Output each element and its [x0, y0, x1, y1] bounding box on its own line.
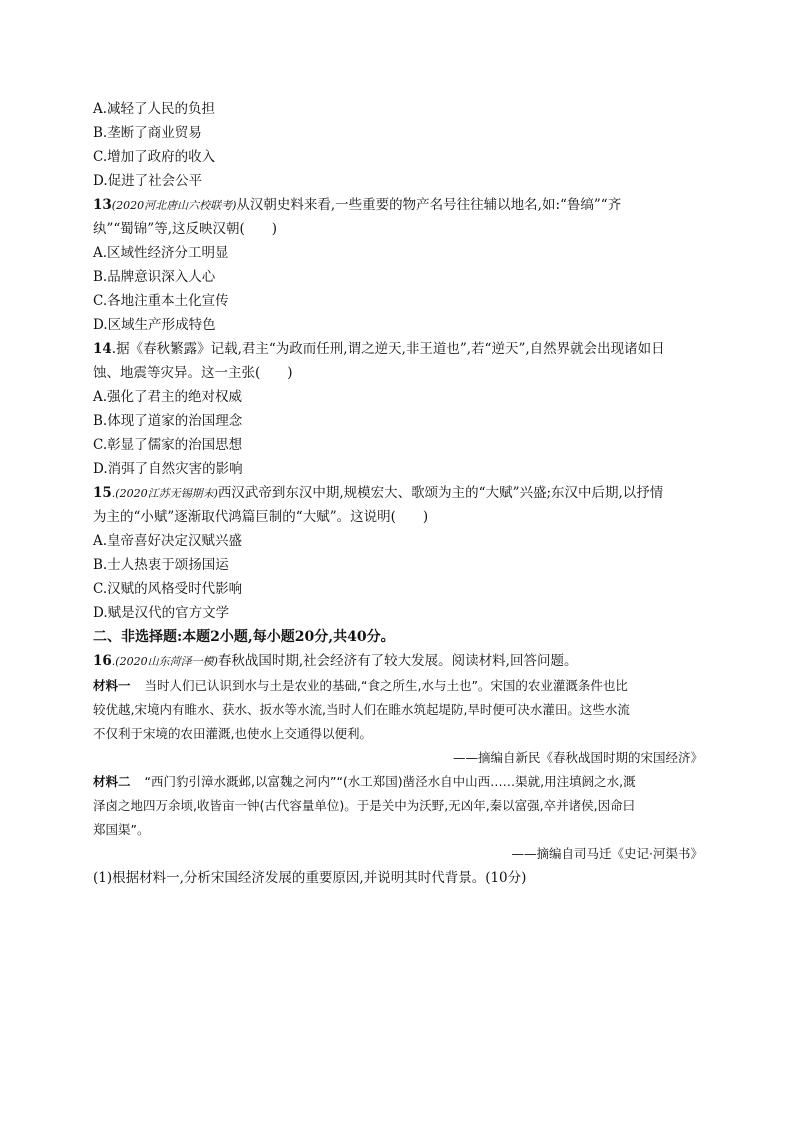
q15-option-b: B.士人热衷于颂扬国运 — [93, 557, 229, 573]
q13-option-a: A.区域性经济分工明显 — [93, 245, 229, 261]
q12-option-b: B.垄断了商业贸易 — [93, 125, 202, 141]
q16-sub1: (1)根据材料一,分析宋国经济发展的重要原因,并说明其时代背景。(10分) — [93, 870, 527, 886]
material1-citation: ——摘编自新民《春秋战国时期的宋国经济》 — [452, 750, 703, 765]
material1-line3: 不仅利于宋境的农田灌溉,也使水上交通得以便利。 — [93, 726, 372, 741]
q15-stem-line1 — [93, 483, 703, 504]
q14-option-a: A.强化了君主的绝对权威 — [93, 389, 243, 405]
q14-stem-line2: 蚀、地震等灾异。这一主张( ) — [93, 365, 293, 381]
material1-text-1: 当时人们已认识到水与土是农业的基础,“食之所生,水与土也”。宋国的农业灌溉条件也比 — [144, 678, 628, 693]
q14-option-d: D.消弭了自然灾害的影响 — [93, 461, 243, 477]
q13-option-d: D.区域生产形成特色 — [93, 317, 216, 333]
material1-line2: 较优越,宋境内有睢水、获水、扳水等水流,当时人们在睢水筑起堤防,旱时便可决水灌田。这些水流 — [93, 702, 630, 717]
q15-option-d: D.赋是汉代的官方文学 — [93, 605, 230, 621]
q12-option-a: A.减轻了人民的负担 — [93, 101, 216, 117]
q13-stem-line1 — [93, 195, 703, 216]
q15-option-a: A.皇帝喜好决定汉赋兴盛 — [93, 533, 243, 549]
q13-text-1: 从汉朝史料来看,一些重要的物产名号往往辅以地名,如:“鲁缟”“齐 — [236, 197, 622, 213]
material1-label: 材料一 — [93, 678, 131, 693]
q13-option-c: C.各地注重本土化宣传 — [93, 293, 229, 309]
q14-stem-line1 — [93, 339, 703, 359]
q16-text: 春秋战国时期,社会经济有了较大发展。阅读材料,回答问题。 — [217, 653, 578, 669]
material2-line3: 郑国渠”。 — [93, 822, 150, 837]
q14-option-c: C.彰显了儒家的治国思想 — [93, 437, 243, 453]
q13-number: 13 — [93, 197, 112, 213]
material2-citation: ——摘编自司马迁《史记·河渠书》 — [511, 846, 703, 861]
q13-option-b: B.品牌意识深入人心 — [93, 269, 216, 285]
q14-number: 14 — [93, 341, 112, 357]
q16-source: .(2020山东菏泽一模) — [111, 655, 218, 668]
q16-stem — [93, 651, 703, 672]
material2-label: 材料二 — [93, 774, 131, 789]
q13-stem-line2: 纨”“蜀锦”等,这反映汉朝( ) — [93, 221, 278, 237]
q15-option-c: C.汉赋的风格受时代影响 — [93, 581, 243, 597]
material2-line2: 泽卤之地四万余顷,收皆亩一钟(古代容量单位)。于是关中为沃野,无凶年,秦以富强,卒并诸侯,因命曰 — [93, 798, 636, 813]
q12-option-c: C.增加了政府的收入 — [93, 149, 216, 165]
q14-option-b: B.体现了道家的治国理念 — [93, 413, 243, 429]
q15-stem-line2: 为主的“小赋”逐渐取代鸿篇巨制的“大赋”。这说明( ) — [93, 509, 429, 525]
material2-line1 — [93, 772, 703, 792]
q15-number: 15 — [93, 485, 112, 501]
q14-text-1: .据《春秋繁露》记载,君主“为政而任刑,谓之逆天,非王道也”,若“逆天”,自然界就会出现诸如日 — [111, 341, 665, 357]
q15-source: .(2020江苏无锡期末) — [111, 487, 218, 500]
material1-line1 — [93, 676, 703, 696]
section2-heading: 二、非选择题:本题2小题,每小题20分,共40分。 — [93, 629, 395, 645]
q15-text-1: 西汉武帝到东汉中期,规模宏大、歌颂为主的“大赋”兴盛;东汉中后期,以抒情 — [217, 485, 664, 501]
material2-text-1: “西门豹引漳水溉邺,以富魏之河内”“(水工郑国)凿泾水自中山西……渠就,用注填阏之水,溉 — [144, 774, 636, 789]
q13-source: (2020河北唐山六校联考) — [111, 199, 237, 212]
q12-option-d: D.促进了社会公平 — [93, 173, 203, 189]
q16-number: 16 — [93, 653, 112, 669]
